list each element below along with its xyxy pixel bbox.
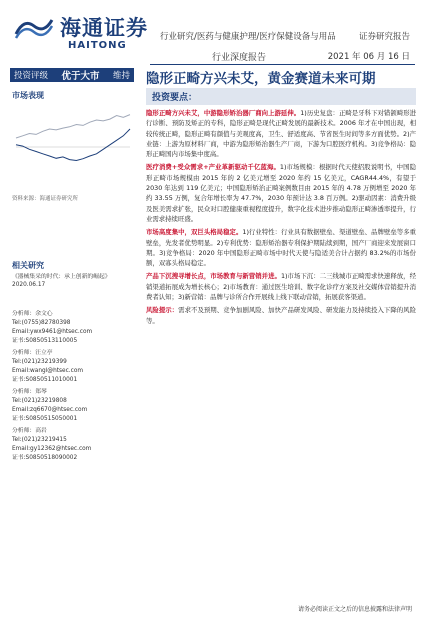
- paragraph-body: 1)历史复盘：正畸是牙科下对错颌畸形进行诊断、预防及矫正的专科，隐形正畸是现代正畸发展的最新技术。2006 年才在中国出现，相较传统正畸，隐形正畸有颜值与美观度高，卫生、舒适度高、节省医生时间等多方面优势。2)产业链：上游为原材料厂商，中游为隐形矫治器生产厂商，下游为口腔医疗机构。3)竞争格局：隐形正畸国内市场集中度高。: [146, 109, 417, 159]
- paragraph-lead: 产品下沉搜寻增长点，市场教育与新营销并进。: [146, 272, 281, 281]
- analyst-email[interactable]: Email:gy12362@htsec.com: [12, 446, 92, 452]
- analyst-tel: Tel:(021)23219399: [12, 359, 67, 365]
- industry-breadcrumb: 行业研究/医药与健康护理/医疗保健设备与用品: [160, 32, 336, 42]
- market-performance-chart: [12, 107, 134, 192]
- paragraph-4: [146, 271, 416, 302]
- paragraph-5: [146, 305, 416, 326]
- analyst-list: [12, 310, 132, 466]
- paragraph-body: 需求不及预期、竞争加剧风险、加快产品研发风险、研发能力及持续投入下降的风险等。: [146, 306, 417, 325]
- paragraph-2: [146, 162, 416, 224]
- paragraph-lead: 医疗消费+受众需求+产业革新驱动千亿蓝海。: [146, 163, 280, 172]
- paragraph-lead: 隐形正畸方兴未艾，中游隐形矫治器厂商向上游延伸。: [146, 109, 301, 117]
- analyst-card: [12, 388, 132, 424]
- report-title: 隐形正畸方兴未艾，黄金赛道未来可期: [146, 71, 376, 87]
- analyst-card: [12, 427, 132, 463]
- analyst-card: [12, 349, 132, 385]
- analyst-name: 分析师：汪立亭: [12, 350, 53, 356]
- rating-value: 优于大市: [61, 71, 100, 82]
- logo-text-en: HAITONG: [68, 40, 127, 51]
- analyst-cert: 证书:S0850511010001: [12, 377, 78, 383]
- paragraph-body: 1)市场下沉：二三线城市正畸需求快速释放，经销渠道拓展成为增长核心；2)市场教育：通过医生培训、数字化诊疗方案及社交媒体营销提升消费者认知；3)新营销：品牌与诊所合作开展线上线下联动营销，拓展获客渠道。: [146, 272, 417, 302]
- market-chart-svg: [12, 107, 134, 192]
- haitong-logo-icon: [14, 14, 54, 40]
- analyst-name: 分析师：余文心: [12, 311, 53, 317]
- investment-highlights-heading: 投资要点：: [146, 88, 416, 105]
- analyst-cert: 证书:S0850513110005: [12, 338, 78, 344]
- analyst-name: 分析师：郑琴: [12, 389, 47, 395]
- related-item[interactable]: 《器械集采的时代：承上创新的崛起》2020.06.17: [12, 274, 111, 288]
- paragraph-lead: 市场高度集中，双巨头格局稳定。: [146, 228, 243, 237]
- main-content: [146, 88, 416, 326]
- report-series: 证券研究报告: [358, 32, 410, 42]
- logo-text-cn: 海通证券: [60, 15, 148, 40]
- analyst-email[interactable]: Email:zq6670@htsec.com: [12, 407, 88, 413]
- analyst-email[interactable]: Email:wangl@htsec.com: [12, 368, 84, 374]
- left-column: [12, 90, 134, 202]
- disclaimer-footer: 请务必阅读正文之后的信息披露和法律声明: [297, 606, 412, 613]
- header-divider: [150, 64, 415, 65]
- investment-rating: [10, 68, 134, 82]
- analyst-tel: Tel:(021)23219415: [12, 437, 67, 443]
- related-title: 相关研究: [12, 261, 44, 270]
- report-type: 行业深度报告: [212, 53, 267, 63]
- rating-status: 维持: [112, 71, 130, 81]
- paragraph-3: [146, 227, 416, 268]
- chart-source: 资料来源：海通证券研究所: [12, 196, 79, 202]
- series-line-a: [16, 115, 130, 138]
- analyst-cert: 证书:S0850515050001: [12, 416, 78, 422]
- analyst-tel: Tel:(0755)82780398: [12, 320, 71, 326]
- analyst-cert: 证书:S0850518090002: [12, 455, 78, 461]
- analyst-email[interactable]: Email:ywx9461@htsec.com: [12, 329, 93, 335]
- paragraph-body: 1)市场规模：根据时代天使招股说明书，中国隐形正畸市场规模由 2015 年的 2 亿美元增至 2020 年约 15 亿美元，CAGR44.4%，有望于 2030 年达到 119 亿美元；中国隐形矫治正畸案例数目由 2015 年的 4.78 万例增至 2020 年约 33.55 万例，复合年增长率为 47.7%，2030 年预计达 3.8 百万例。2)驱动因素：消费升级及医美需求扩张，民众对口腔健康重视程度提升，数字化技术进步推动隐形正畸渗透率提升，行业需求持续旺盛。: [146, 163, 416, 223]
- report-header: [0, 0, 440, 74]
- rating-label: 投资评级: [14, 71, 49, 81]
- paragraph-1: [146, 108, 416, 159]
- analyst-tel: Tel:(021)23219808: [12, 398, 67, 404]
- analyst-card: [12, 310, 132, 346]
- related-research: [12, 262, 132, 289]
- paragraph-body: 1)行业特性：行业具有数据壁垒、渠道壁垒、品牌壁垒等多重壁垒，先发者优势明显。2)专利优势：隐形矫治器专利保护期陆续到期，国产厂商迎来发展窗口期。3)竞争格局：2020 年中国隐形正畸市场中时代天使与隐适美合计占据约 83.2%的市场份额，双寡头格局稳定。: [146, 228, 417, 268]
- analyst-name: 分析师：高岩: [12, 428, 47, 434]
- market-title: 市场表现: [12, 91, 44, 100]
- report-date: 2021 年 06 月 16 日: [327, 52, 410, 62]
- paragraph-lead: 风险提示：: [146, 306, 179, 315]
